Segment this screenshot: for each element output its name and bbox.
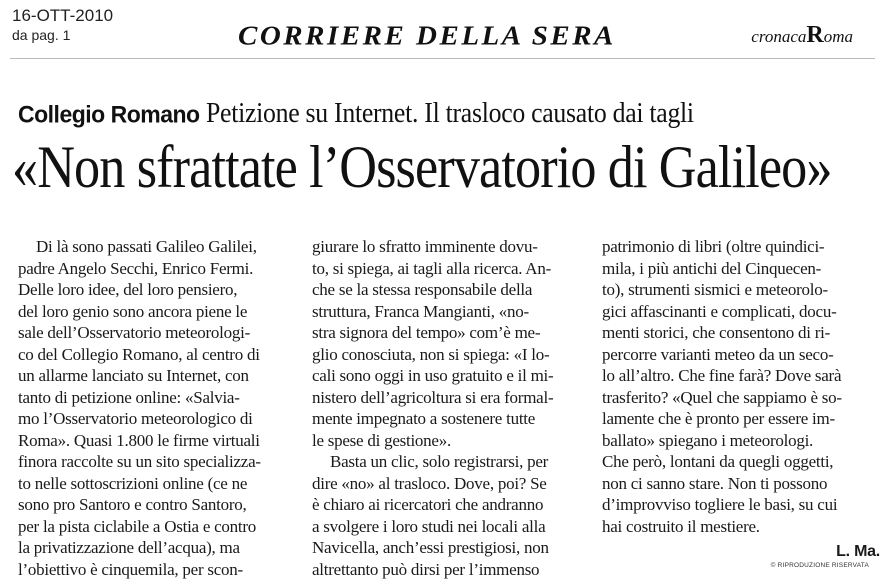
- text-line: trasferito? «Quel che sappiamo è so-: [602, 387, 842, 407]
- section-label: [751, 22, 853, 49]
- text-line: tanto di petizione online: «Salvia-: [18, 387, 240, 407]
- text-line: to nelle sottoscrizioni online (ce ne: [18, 473, 248, 493]
- text-line: del loro genio sono ancora piene le: [18, 301, 248, 321]
- page-reference: da pag. 1: [12, 27, 71, 43]
- header-divider: [10, 58, 875, 59]
- text-line: mo l’Osservatorio meteorologico di: [18, 409, 253, 428]
- text-line: le spese di gestione».: [312, 430, 451, 450]
- text-line: un allarme lanciato su Internet, con: [18, 366, 249, 385]
- section-rest: oma: [823, 27, 853, 46]
- section-cap: R: [806, 22, 824, 48]
- text-line: altrettanto può dirsi per l’immenso: [312, 559, 540, 579]
- text-line: nistero dell’agricoltura si era formal-: [312, 387, 554, 407]
- text-line: giurare lo sfratto imminente dovu-: [312, 237, 538, 256]
- text-line: Basta un clic, solo registrarsi, per: [330, 452, 549, 471]
- text-line: to), strumenti sismici e meteorolo-: [602, 280, 828, 299]
- article-column-1: [18, 236, 288, 579]
- text-line: sono pro Santoro e contro Santoro,: [18, 495, 247, 514]
- text-line: padre Angelo Secchi, Enrico Fermi.: [18, 258, 254, 278]
- kicker-tag: Collegio Romano: [18, 100, 200, 128]
- text-line: la privatizzazione dell’acqua), ma: [18, 538, 240, 557]
- text-line: struttura, Franca Mangianti, «no-: [312, 301, 529, 321]
- text-line: mila, i più antichi del Cinquecen-: [602, 258, 822, 278]
- text-line: hai costruito il mestiere.: [602, 516, 760, 536]
- text-line: lo all’altro. Che fine farà? Dove sarà: [602, 366, 842, 385]
- text-line: che se la stessa responsabile della: [312, 280, 533, 299]
- text-line: per la pista ciclabile a Ostia e contro: [18, 516, 257, 536]
- text-line: sale dell’Osservatorio meteorologi-: [18, 323, 251, 342]
- text-line: Navicella, anch’essi prestigiosi, non: [312, 538, 549, 557]
- masthead-logo: CORRIERE DELLA SERA: [238, 20, 616, 52]
- text-line: stra signora del tempo» com’è me-: [312, 323, 541, 342]
- text-line: Di là sono passati Galileo Galilei,: [36, 237, 257, 256]
- text-line: Che però, lontani da quegli oggetti,: [602, 452, 834, 471]
- text-line: Delle loro idee, del loro pensiero,: [18, 280, 238, 299]
- text-line: menti storici, che consentono di ri-: [602, 323, 830, 342]
- text-line: l’obiettivo è cinquemila, per scon-: [18, 559, 243, 579]
- text-line: glio conosciuta, non si spiega: «I lo-: [312, 344, 550, 364]
- text-line: lamente che è pronto per essere im-: [602, 409, 835, 428]
- text-line: è chiaro ai ricercatori che andranno: [312, 495, 544, 514]
- text-line: percorre varianti meteo da un seco-: [602, 344, 834, 364]
- text-line: to, si spiega, ai tagli alla ricerca. An-: [312, 258, 551, 278]
- section-prefix: cronaca: [751, 27, 807, 46]
- article-kicker: [18, 98, 736, 130]
- text-line: d’improvviso togliere le basi, su cui: [602, 495, 838, 514]
- author-signature: L. Ma.: [836, 543, 880, 560]
- text-line: Roma». Quasi 1.800 le firme virtuali: [18, 430, 260, 450]
- text-line: finora raccolte su un sito specializza-: [18, 452, 261, 471]
- article-column-3: [602, 236, 882, 563]
- date-label: 16-OTT-2010: [12, 6, 114, 25]
- kicker-text: Petizione su Internet. Il trasloco causato dai tagli: [205, 98, 694, 129]
- text-line: dire «no» al trasloco. Dove, poi? Se: [312, 473, 547, 493]
- article-headline: «Non sfrattate l’Osservatorio di Galileo»: [12, 134, 832, 200]
- article-column-2: [312, 236, 590, 579]
- text-line: gici affascinanti e complicati, docu-: [602, 301, 837, 321]
- text-line: co del Collegio Romano, al centro di: [18, 344, 260, 364]
- text-line: a svolgere i loro studi nei locali alla: [312, 516, 546, 536]
- text-line: patrimonio di libri (oltre quindici-: [602, 237, 825, 256]
- text-line: non ci sanno stare. Non ti possono: [602, 473, 828, 493]
- text-line: ballato» spiegano i meteorologi.: [602, 430, 814, 450]
- text-line: mente impegnato a sostenere tutte: [312, 409, 536, 428]
- text-line: cali sono oggi in uso gratuito e il mi-: [312, 366, 554, 385]
- copyright-notice: © RIPRODUZIONE RISERVATA: [770, 562, 869, 569]
